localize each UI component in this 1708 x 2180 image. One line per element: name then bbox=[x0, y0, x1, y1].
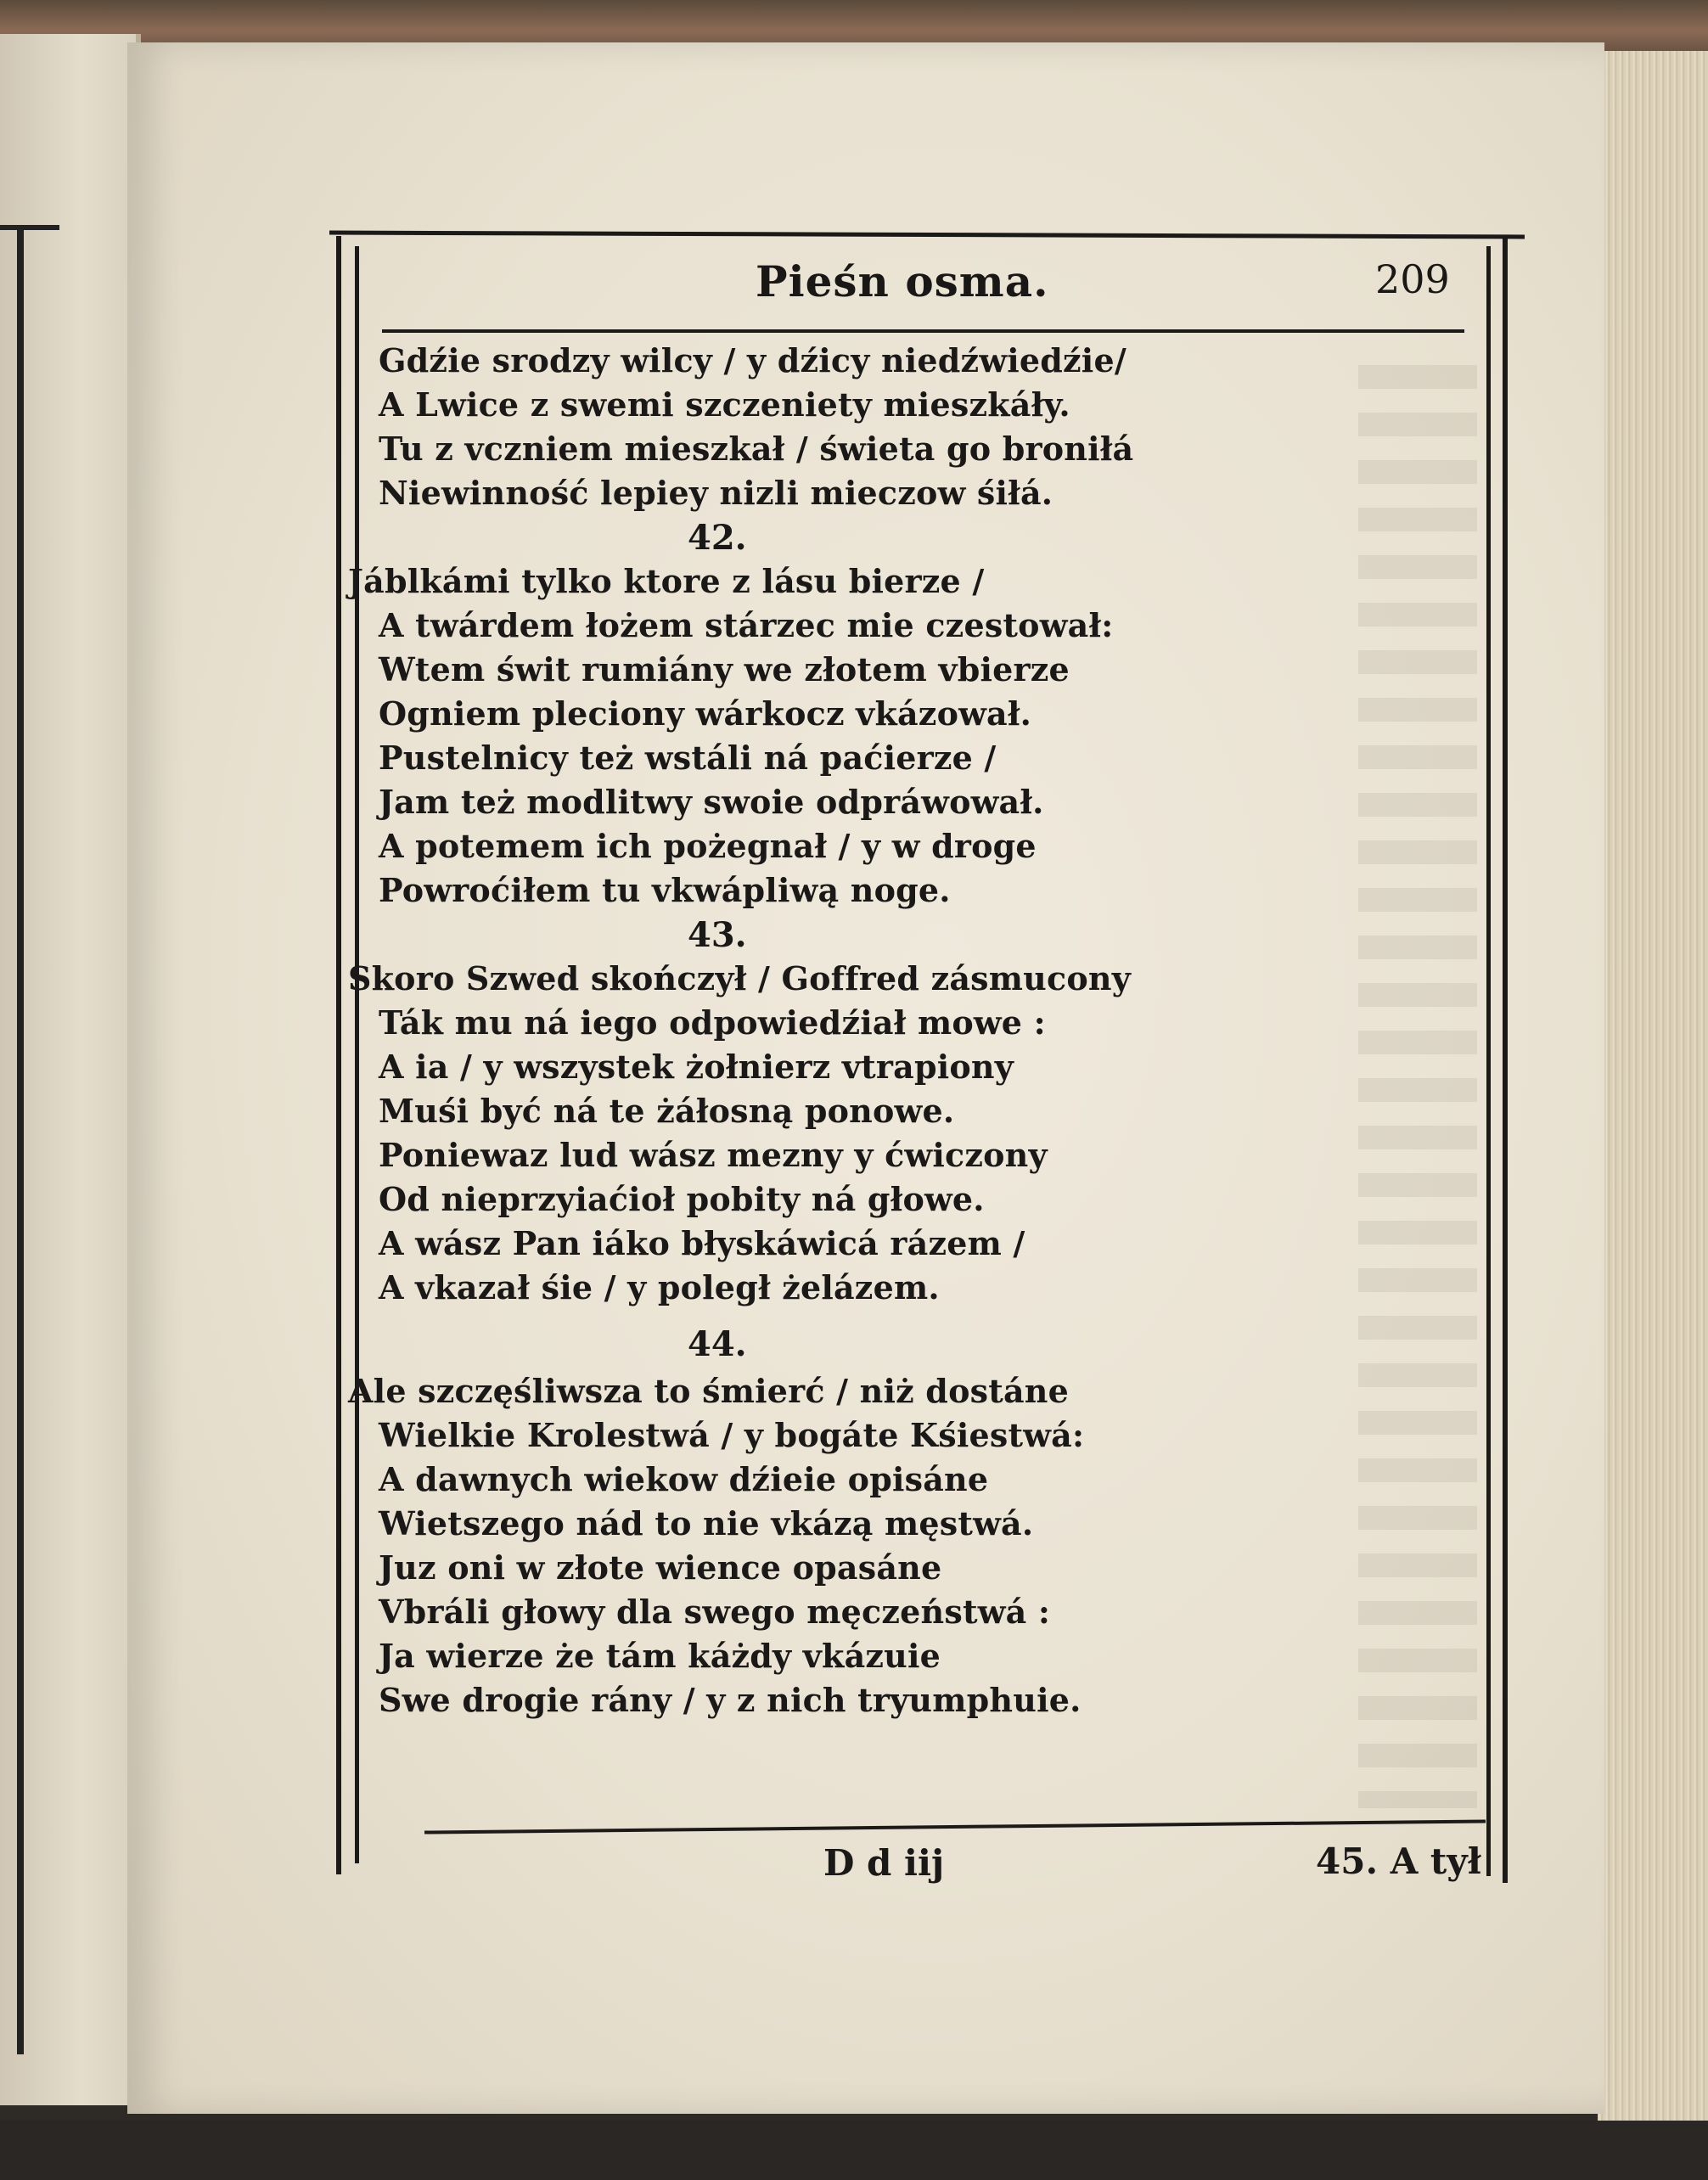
stanza-number: 43. bbox=[688, 915, 747, 955]
stanza-number: 42. bbox=[688, 518, 747, 558]
verse-line: A ia / y wszystek żołnierz vtrapiony bbox=[379, 1048, 1014, 1086]
verse-line: Poniewaz lud wász mezny y ćwiczony bbox=[379, 1136, 1048, 1174]
frame-right-outer-rule bbox=[1503, 236, 1508, 1883]
left-page-edge bbox=[0, 34, 141, 2105]
verse-line: Jam też modlitwy swoie odpráwował. bbox=[379, 783, 1044, 821]
verse-line: Ogniem pleciony wárkocz vkázował. bbox=[379, 694, 1032, 733]
verse-line: A twárdem łożem stárzec mie czestował: bbox=[379, 606, 1114, 644]
page-number: 209 bbox=[1375, 256, 1450, 302]
verse-line: A dawnych wiekow dźieie opisáne bbox=[379, 1460, 989, 1498]
left-page-top-rule bbox=[0, 225, 59, 230]
verse-line: Niewinność lepiey nizli mieczow śiłá. bbox=[379, 474, 1053, 512]
frame-left-inner-rule bbox=[355, 246, 359, 1863]
running-head: Pieśn osma. bbox=[756, 256, 1049, 306]
frame-right-inner-rule bbox=[1486, 246, 1491, 1876]
verse-line: Gdźie srodzy wilcy / y dźicy niedźwiedźie/ bbox=[379, 341, 1126, 379]
left-page-rule bbox=[17, 229, 24, 2054]
verse-line: Wietszego nád to nie vkázą męstwá. bbox=[379, 1504, 1034, 1542]
verse-line: Ale szczęśliwsza to śmierć / niż dostáne bbox=[348, 1372, 1069, 1410]
verse-line: Swe drogie rány / y z nich tryumphuie. bbox=[379, 1681, 1082, 1719]
verse-line: Ták mu ná iego odpowiedźiał mowe : bbox=[379, 1003, 1046, 1042]
book-page bbox=[127, 42, 1604, 2114]
verse-line: Vbráli głowy dla swego męczeństwá : bbox=[379, 1593, 1051, 1631]
frame-left-outer-rule bbox=[336, 236, 341, 1874]
verse-line: A vkazał śie / y poległ żelázem. bbox=[379, 1268, 940, 1306]
show-through-text bbox=[1358, 365, 1477, 1808]
verse-line: Od nieprzyiaćioł pobity ná głowe. bbox=[379, 1180, 985, 1218]
verse-line: A Lwice z swemi szczeniety mieszkáły. bbox=[379, 385, 1070, 424]
verse-line: A potemem ich pożegnał / y w droge bbox=[379, 827, 1037, 865]
stanza-number: 44. bbox=[688, 1324, 747, 1364]
frame-top-rule bbox=[329, 231, 1525, 239]
verse-line: Jáblkámi tylko ktore z lásu bierze / bbox=[348, 562, 985, 600]
book-bottom-shadow bbox=[0, 2121, 1708, 2180]
footer-rule bbox=[424, 1819, 1486, 1834]
verse-line: Ja wierze że tám káżdy vkázuie bbox=[379, 1637, 941, 1675]
catchword: 45. A tył bbox=[1316, 1840, 1481, 1882]
verse-line: A wász Pan iáko błyskáwicá rázem / bbox=[379, 1224, 1025, 1262]
verse-line: Wtem świt rumiány we złotem vbierze bbox=[379, 650, 1070, 688]
verse-line: Pustelnicy też wstáli ná paćierze / bbox=[379, 739, 997, 777]
verse-line: Tu z vczniem mieszkał / świeta go broniłá bbox=[379, 430, 1134, 468]
verse-line: Juz oni w złote wience opasáne bbox=[379, 1548, 942, 1587]
verse-line: Skoro Szwed skończył / Goffred zásmucony bbox=[348, 959, 1131, 997]
page-stack-edge bbox=[1598, 51, 1708, 2180]
header-rule bbox=[382, 329, 1464, 333]
verse-line: Powroćiłem tu vkwápliwą noge. bbox=[379, 871, 951, 909]
verse-line: Muśi być ná te żáłosną ponowe. bbox=[379, 1092, 955, 1130]
gathering-signature: D d iij bbox=[823, 1842, 945, 1884]
verse-line: Wielkie Krolestwá / y bogáte Kśiestwá: bbox=[379, 1416, 1085, 1454]
